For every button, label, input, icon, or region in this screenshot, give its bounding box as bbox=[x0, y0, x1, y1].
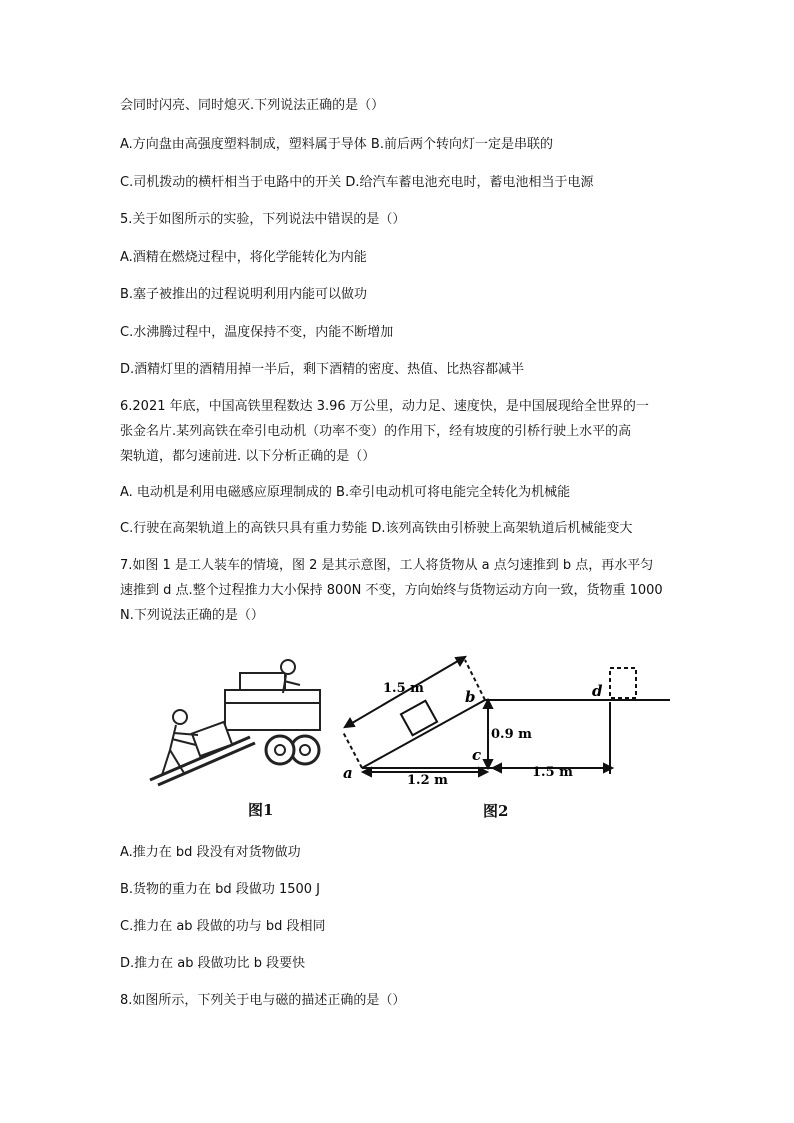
figure-2-caption: 图2 bbox=[483, 802, 509, 820]
point-d-label: d bbox=[592, 682, 603, 700]
text-line: D.推力在 ab 段做功比 b 段要快 bbox=[120, 956, 306, 971]
text-line: B.货物的重力在 bd 段做功 1500 J bbox=[120, 882, 321, 897]
text-line: A. 电动机是利用电磁感应原理制成的 B.牵引电动机可将电能完全转化为机械能 bbox=[120, 485, 571, 500]
base-length-label: 1.2 m bbox=[407, 773, 448, 788]
text-line: C.推力在 ab 段做的功与 bd 段相同 bbox=[120, 919, 326, 934]
text-line: 速推到 d 点.整个过程推力大小保持 800N 不变，方向始终与货物运动方向一致，货物重 1000 bbox=[120, 583, 663, 598]
text-line: 张金名片.某列高铁在牵引电动机（功率不变）的作用下，经有坡度的引桥行驶上水平的高 bbox=[120, 424, 632, 439]
figure-1 bbox=[140, 655, 340, 825]
slope-length-label: 1.5 m bbox=[383, 681, 424, 696]
text-line: A.方向盘由高强度塑料制成，塑料属于导体 B.前后两个转向灯一定是串联的 bbox=[120, 137, 553, 152]
text-line: A.酒精在燃烧过程中，将化学能转化为内能 bbox=[120, 250, 367, 265]
figure-2 bbox=[335, 640, 675, 825]
text-line: 6.2021 年底，中国高铁里程数达 3.96 万公里，动力足、速度快，是中国展现给全世界的一 bbox=[120, 399, 649, 414]
text-line: 会同时闪亮、同时熄灭.下列说法正确的是（） bbox=[120, 98, 385, 113]
text-line: B.塞子被推出的过程说明利用内能可以做功 bbox=[120, 287, 368, 302]
point-a-label: a bbox=[343, 764, 353, 782]
horizontal-length-label: 1.5 m bbox=[532, 765, 573, 780]
text-line: 架轨道，都匀速前进. 以下分析正确的是（） bbox=[120, 449, 376, 464]
text-line: C.水沸腾过程中，温度保持不变，内能不断增加 bbox=[120, 325, 394, 340]
text-line: N.下列说法正确的是（） bbox=[120, 608, 264, 623]
text-line: 7.如图 1 是工人装车的情境，图 2 是其示意图，工人将货物从 a 点匀速推到 b 点，再水平匀 bbox=[120, 558, 654, 573]
loading-scene-illustration bbox=[140, 655, 340, 825]
text-line: A.推力在 bd 段没有对货物做功 bbox=[120, 845, 301, 860]
height-label: 0.9 m bbox=[491, 727, 532, 742]
incline-diagram bbox=[335, 640, 675, 790]
text-line: C.行驶在高架轨道上的高铁只具有重力势能 D.该列高铁由引桥驶上高架轨道后机械能变大 bbox=[120, 521, 633, 536]
point-b-label: b bbox=[465, 688, 476, 706]
figure-1-caption: 图1 bbox=[248, 801, 274, 819]
text-line: 5.关于如图所示的实验，下列说法中错误的是（） bbox=[120, 212, 406, 227]
point-c-label: c bbox=[472, 746, 482, 764]
text-line: 8.如图所示，下列关于电与磁的描述正确的是（） bbox=[120, 993, 406, 1008]
text-line: C.司机拨动的横杆相当于电路中的开关 D.给汽车蓄电池充电时，蓄电池相当于电源 bbox=[120, 175, 594, 190]
text-line: D.酒精灯里的酒精用掉一半后，剩下酒精的密度、热值、比热容都减半 bbox=[120, 362, 525, 377]
